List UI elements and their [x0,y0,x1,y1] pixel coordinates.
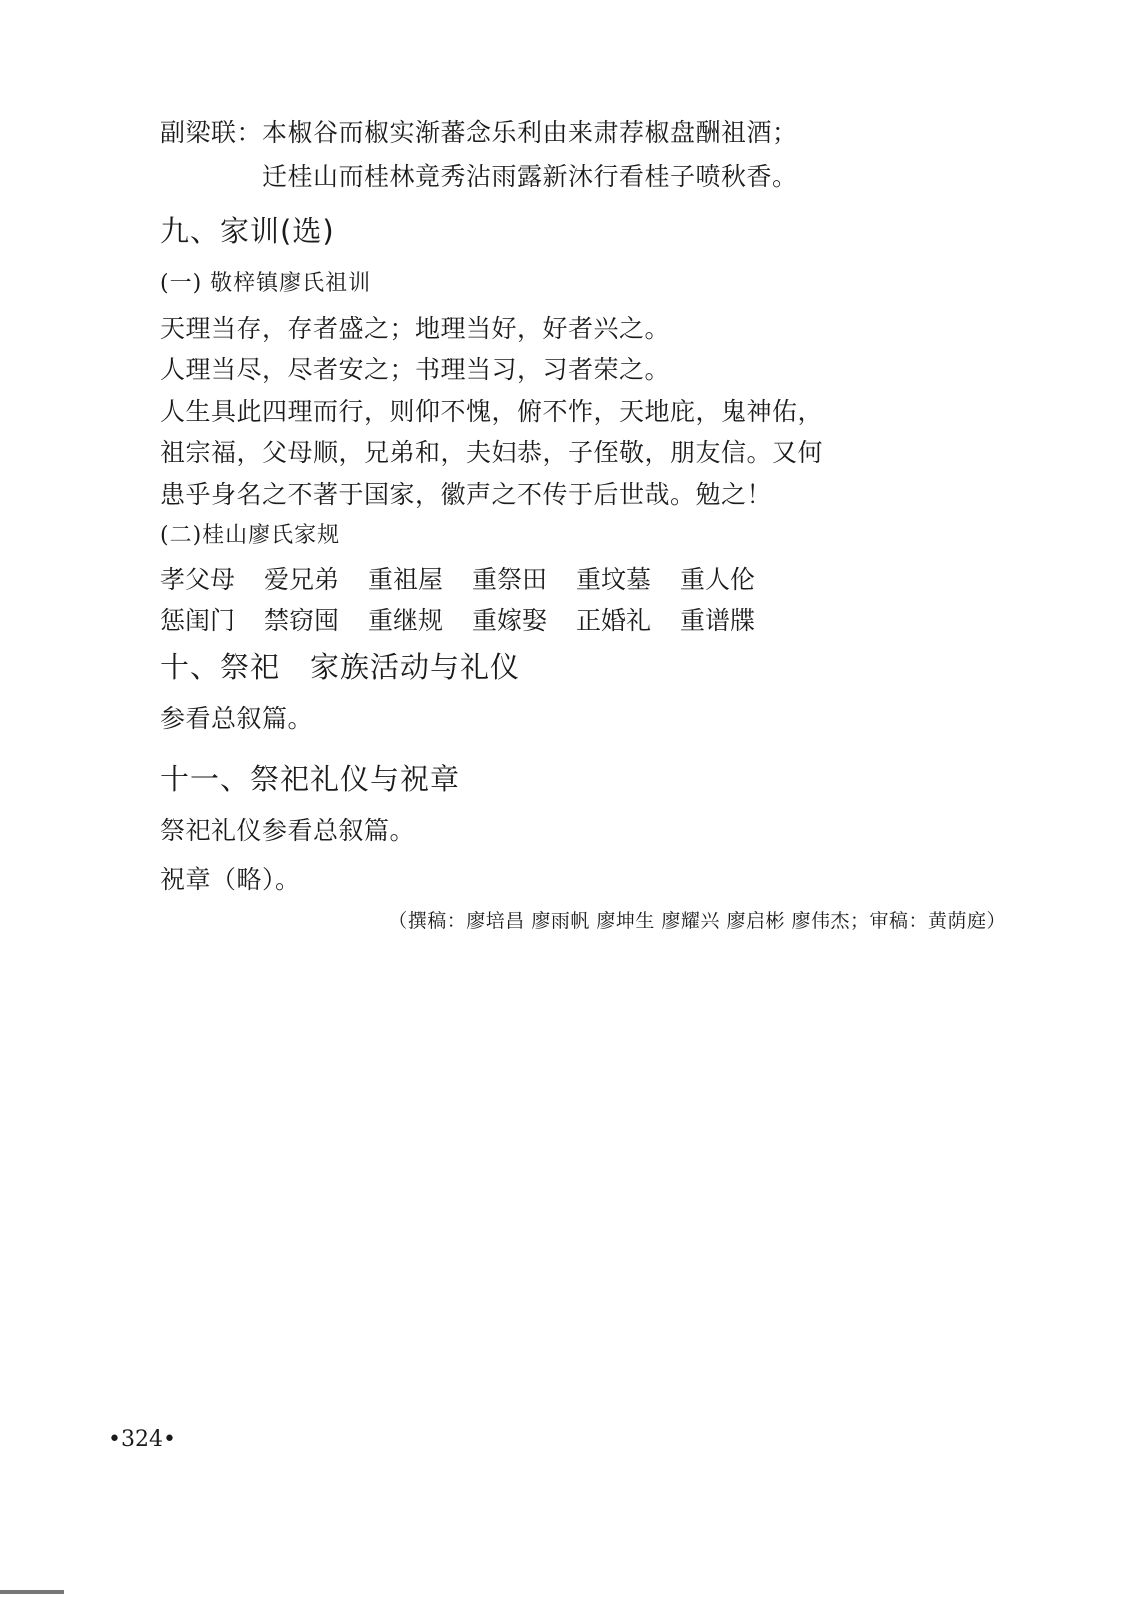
paragraph-line-5: 患乎身名之不著于国家，徽声之不传于后世哉。勉之！ [160,480,773,509]
couplet-label: 副梁联： [160,118,263,147]
family-rule: 重祖屋 [368,565,444,594]
family-rule: 孝父母 [160,565,236,594]
couplet-line-2: 迁桂山而桂林竟秀沾雨露新沐行看桂子喷秋香。 [262,162,798,191]
section-11-heading: 十一、祭祀礼仪与祝章 [160,762,461,796]
family-rule: 重嫁娶 [472,606,548,635]
couplet-text-1: 本椒谷而椒实渐蕃念乐利由来肃荐椒盘酬祖酒； [262,118,798,147]
family-rule: 重人伦 [680,565,756,594]
section-10-heading: 十、祭祀 家族活动与礼仪 [160,650,521,684]
section-10-text: 参看总叙篇。 [160,704,314,733]
family-rule: 重继规 [368,606,444,635]
family-rule: 重坟墓 [576,565,652,594]
section-11-text-2: 祝章（略）。 [160,865,301,894]
section-9-subheading-2: (二)桂山廖氏家规 [160,523,341,548]
family-rule: 重谱牒 [680,606,756,635]
paragraph-line-3: 人生具此四理而行，则仰不愧，俯不怍，天地庇，鬼神佑， [160,397,824,426]
family-rule: 惩闺门 [160,606,236,635]
couplet-line-1 [160,118,798,148]
scan-edge-mark [0,1590,64,1594]
family-rules-row-1 [160,565,784,595]
page-number: •324• [108,1427,176,1452]
family-rule: 禁窃囤 [264,606,340,635]
family-rule: 重祭田 [472,565,548,594]
paragraph-line-2: 人理当尽，尽者安之；书理当习，习者荣之。 [160,355,671,384]
paragraph-line-4: 祖宗福，父母顺，兄弟和，夫妇恭，子侄敬，朋友信。又何 [160,438,824,467]
family-rule: 爱兄弟 [264,565,340,594]
section-9-subheading-1: (一) 敬梓镇廖氏祖训 [160,271,372,296]
section-11-text-1: 祭祀礼仪参看总叙篇。 [160,816,416,845]
author-credits: （撰稿：廖培昌 廖雨帆 廖坤生 廖耀兴 廖启彬 廖伟杰；审稿：黄荫庭） [388,910,1006,932]
section-9-heading: 九、家训(选) [160,214,335,248]
family-rule: 正婚礼 [576,606,652,635]
family-rules-row-2 [160,606,784,636]
paragraph-line-1: 天理当存，存者盛之；地理当好，好者兴之。 [160,314,671,343]
